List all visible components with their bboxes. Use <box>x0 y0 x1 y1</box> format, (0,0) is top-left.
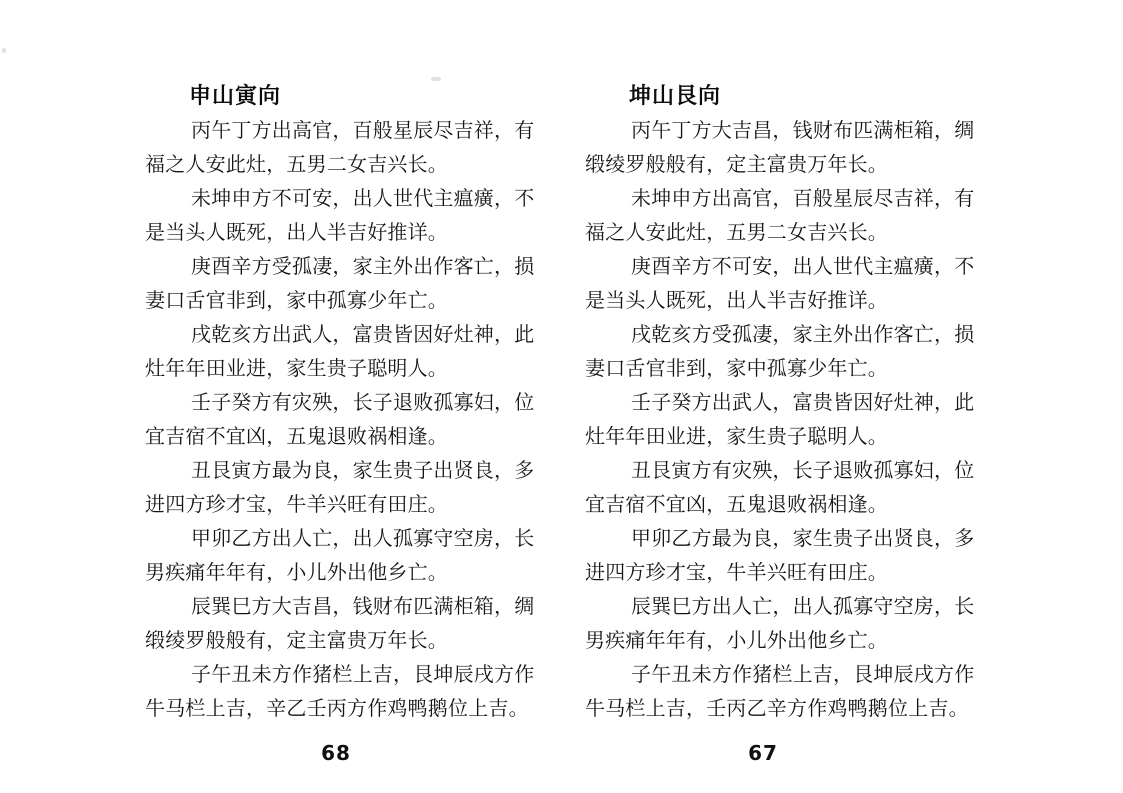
text-line: 甲卯乙方出人亡，出人孤寡守空房，长 <box>191 528 535 550</box>
text-line: 妻口舌官非到，家中孤寡少年亡。 <box>585 358 888 380</box>
text-line: 妻口舌官非到，家中孤寡少年亡。 <box>145 290 448 312</box>
text-line: 庚酉辛方不可安，出人世代主瘟癀，不 <box>631 256 975 278</box>
text-line: 辰巽巳方大吉昌，钱财布匹满柜箱，绸 <box>191 596 535 618</box>
text-line: 牛马栏上吉，壬丙乙辛方作鸡鸭鹅位上吉。 <box>585 698 969 720</box>
text-line: 缎绫罗般般有，定主富贵万年长。 <box>585 154 888 176</box>
text-line: 子午丑未方作猪栏上吉，艮坤辰戌方作 <box>191 664 535 686</box>
page-number: 67 <box>748 741 778 765</box>
text-line: 庚酉辛方受孤凄，家主外出作客亡，损 <box>191 256 535 278</box>
text-line: 辰巽巳方出人亡，出人孤寡守空房，长 <box>631 596 975 618</box>
text-line: 甲卯乙方最为良，家生贵子出贤良，多 <box>631 528 975 550</box>
text-line: 福之人安此灶，五男二女吉兴长。 <box>585 222 888 244</box>
text-line: 进四方珍才宝，牛羊兴旺有田庄。 <box>585 562 888 584</box>
text-line: 丑艮寅方有灾殃，长子退败孤寡妇，位 <box>631 460 975 482</box>
text-line: 福之人安此灶，五男二女吉兴长。 <box>145 154 448 176</box>
text-line: 戌乾亥方受孤凄，家主外出作客亡，损 <box>631 324 975 346</box>
text-line: 是当头人既死，出人半吉好推详。 <box>585 290 888 312</box>
text-line: 子午丑未方作猪栏上吉，艮坤辰戌方作 <box>631 664 975 686</box>
text-line: 缎绫罗般般有，定主富贵万年长。 <box>145 630 448 652</box>
scan-speck <box>2 48 6 53</box>
text-line: 宜吉宿不宜凶，五鬼退败祸相逢。 <box>585 494 888 516</box>
text-line: 丙午丁方大吉昌，钱财布匹满柜箱，绸 <box>631 120 975 142</box>
text-line: 丙午丁方出高官，百般星辰尽吉祥，有 <box>191 120 535 142</box>
scan-speck <box>431 77 441 81</box>
text-line: 未坤申方不可安，出人世代主瘟癀，不 <box>191 188 535 210</box>
text-line: 壬子癸方有灾殃，长子退败孤寡妇，位 <box>191 392 535 414</box>
text-line: 男疾痛年年有，小儿外出他乡亡。 <box>585 630 888 652</box>
text-line: 牛马栏上吉，辛乙壬丙方作鸡鸭鹅位上吉。 <box>145 698 529 720</box>
text-line: 男疾痛年年有，小儿外出他乡亡。 <box>145 562 448 584</box>
text-line: 灶年年田业进，家生贵子聪明人。 <box>585 426 888 448</box>
text-line: 壬子癸方出武人，富贵皆因好灶神，此 <box>631 392 975 414</box>
page-title: 坤山艮向 <box>629 84 722 109</box>
text-line: 未坤申方出高官，百般星辰尽吉祥，有 <box>631 188 975 210</box>
text-line: 是当头人既死，出人半吉好推详。 <box>145 222 448 244</box>
page-number: 68 <box>321 741 351 765</box>
text-line: 丑艮寅方最为良，家生贵子出贤良，多 <box>191 460 535 482</box>
page-title: 申山寅向 <box>189 84 282 109</box>
page-left <box>145 85 547 765</box>
text-line: 灶年年田业进，家生贵子聪明人。 <box>145 358 448 380</box>
text-line: 进四方珍才宝，牛羊兴旺有田庄。 <box>145 494 448 516</box>
text-line: 宜吉宿不宜凶，五鬼退败祸相逢。 <box>145 426 448 448</box>
text-line: 戌乾亥方出武人，富贵皆因好灶神，此 <box>191 324 535 346</box>
page-right <box>585 85 987 765</box>
